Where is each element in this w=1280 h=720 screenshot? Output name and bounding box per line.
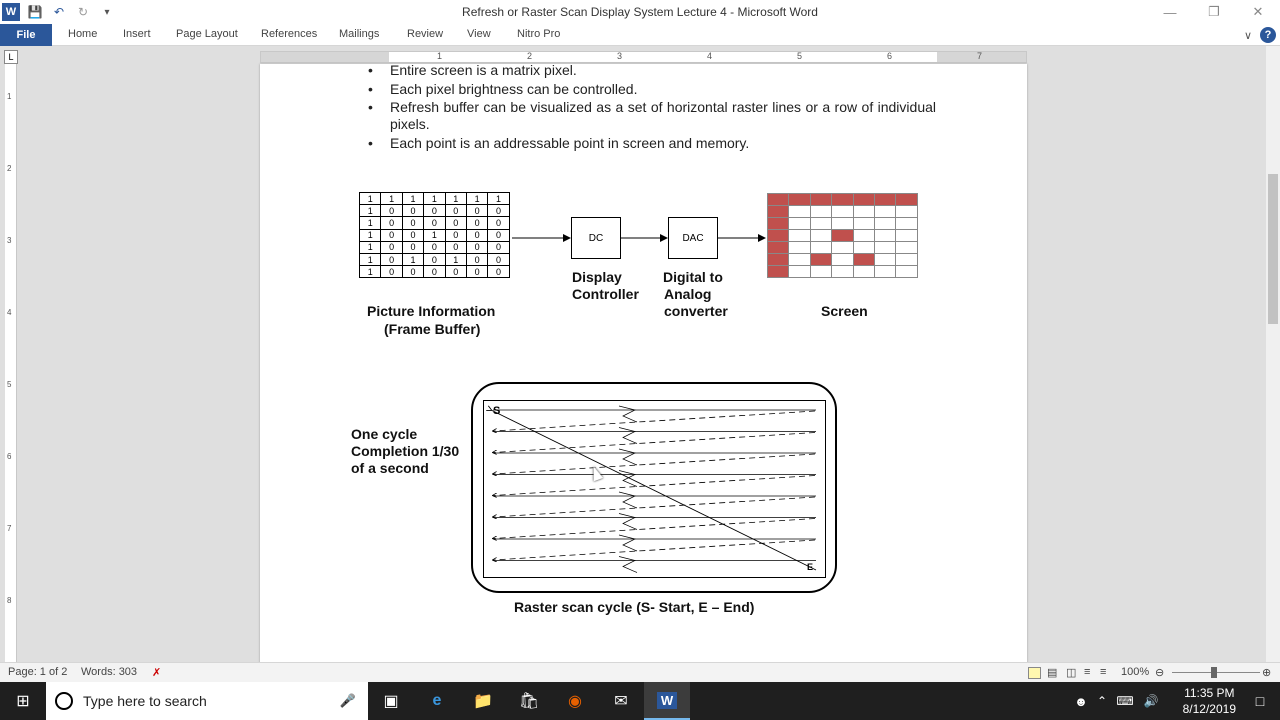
taskbar-search[interactable] xyxy=(46,682,368,720)
screen-pixel xyxy=(832,206,853,218)
redo-icon[interactable]: ↻ xyxy=(77,5,89,19)
frame-buffer-cell: 1 xyxy=(424,193,445,205)
frame-buffer-cell: 1 xyxy=(402,253,423,265)
screen-grid xyxy=(767,193,918,278)
bullet-item: • Entire screen is a matrix pixel. xyxy=(390,62,936,79)
screen-pixel xyxy=(810,218,831,230)
firefox-icon[interactable]: ◉ xyxy=(568,693,582,710)
page-count[interactable]: Page: 1 of 2 xyxy=(8,666,68,678)
tab-insert[interactable]: Insert xyxy=(123,28,151,40)
frame-buffer-row xyxy=(360,217,510,229)
minimize-button[interactable]: — xyxy=(1163,4,1177,20)
screen-pixel xyxy=(853,194,874,206)
search-placeholder: Type here to search xyxy=(83,693,207,709)
frame-buffer-cell: 1 xyxy=(445,253,466,265)
screen-pixel xyxy=(789,230,810,242)
screen-row xyxy=(768,242,918,254)
tab-page-layout[interactable]: Page Layout xyxy=(176,28,238,40)
tab-mailings[interactable]: Mailings xyxy=(339,28,380,40)
ruler-number: 5 xyxy=(797,51,803,61)
label-of-a-second: of a second xyxy=(351,460,429,476)
frame-buffer-cell: 0 xyxy=(424,266,445,278)
screen-pixel xyxy=(853,242,874,254)
file-explorer-icon[interactable]: 📁 xyxy=(473,693,493,710)
print-layout-icon[interactable]: ▤ xyxy=(1047,667,1058,679)
collapse-ribbon-icon[interactable]: ∨ xyxy=(1243,29,1252,42)
screen-pixel xyxy=(768,218,789,230)
zoom-level[interactable]: 100% xyxy=(1121,666,1150,678)
screen-pixel xyxy=(896,230,917,242)
ribbon-right-controls xyxy=(1244,24,1280,46)
ruler-number: 7 xyxy=(977,51,983,61)
tab-review[interactable]: Review xyxy=(407,28,444,40)
frame-buffer-cell: 0 xyxy=(488,205,509,217)
frame-buffer-cell: 0 xyxy=(466,253,487,265)
scan-arrow xyxy=(619,492,637,508)
windows-start-icon[interactable]: ⊞ xyxy=(16,693,30,710)
label-picture-info: Picture Information xyxy=(367,303,496,319)
bullet-item: • Refresh buffer can be visualized as a set of horizontal raster lines or a row of individual pixels. xyxy=(390,99,936,133)
mail-icon[interactable]: ✉ xyxy=(614,693,628,710)
customize-toolbar-icon[interactable]: ▾ xyxy=(104,6,110,18)
ruler-number: 4 xyxy=(707,51,713,61)
zoom-slider-thumb[interactable] xyxy=(1211,667,1217,678)
frame-buffer-grid xyxy=(359,192,510,278)
screen-pixel xyxy=(810,194,831,206)
screen-pixel xyxy=(853,206,874,218)
ruler-number: 2 xyxy=(527,51,533,61)
screen-pixel xyxy=(789,242,810,254)
scan-arrow xyxy=(619,535,637,551)
label-digital-to: Digital to xyxy=(663,269,723,285)
raster-scan-lines xyxy=(483,400,826,578)
tab-references[interactable]: References xyxy=(261,28,318,40)
retrace-line xyxy=(493,540,815,560)
vruler-number: 5 xyxy=(7,380,12,389)
frame-buffer-cell: 1 xyxy=(402,193,423,205)
screen-pixel xyxy=(768,230,789,242)
tab-view[interactable]: View xyxy=(467,28,491,40)
web-layout-icon[interactable]: ◫ xyxy=(1066,667,1077,679)
frame-buffer-cell: 1 xyxy=(360,217,381,229)
edge-browser-icon[interactable]: e xyxy=(432,692,442,709)
frame-buffer-cell: 0 xyxy=(488,266,509,278)
tab-file[interactable]: File xyxy=(0,24,52,46)
screen-row xyxy=(768,218,918,230)
screen-row xyxy=(768,206,918,218)
frame-buffer-cell: 0 xyxy=(445,241,466,253)
ruler-number: 1 xyxy=(437,51,443,61)
screen-pixel xyxy=(853,218,874,230)
frame-buffer-cell: 1 xyxy=(360,193,381,205)
tab-home[interactable]: Home xyxy=(68,28,98,40)
zoom-out-icon[interactable]: ⊖ xyxy=(1155,667,1165,679)
label-one-cycle: One cycle xyxy=(351,426,418,442)
start-label: S xyxy=(493,405,501,417)
vruler-number: 2 xyxy=(7,164,12,173)
frame-buffer-cell: 0 xyxy=(466,241,487,253)
screen-pixel xyxy=(896,254,917,266)
frame-buffer-cell: 0 xyxy=(488,217,509,229)
document-page[interactable] xyxy=(260,64,1027,662)
screen-pixel xyxy=(853,230,874,242)
screen-pixel xyxy=(810,242,831,254)
word-count[interactable]: Words: 303 xyxy=(81,666,138,678)
frame-buffer-cell: 0 xyxy=(466,217,487,229)
label-controller: Controller xyxy=(572,286,639,302)
screen-pixel xyxy=(810,254,831,266)
restore-button[interactable]: ❐ xyxy=(1208,4,1220,19)
word-app-icon[interactable]: W xyxy=(2,3,20,21)
frame-buffer-cell: 1 xyxy=(360,229,381,241)
ruler-number: 3 xyxy=(617,51,623,61)
frame-buffer-cell: 0 xyxy=(445,266,466,278)
label-frame-buffer: (Frame Buffer) xyxy=(384,321,481,337)
frame-buffer-row xyxy=(360,205,510,217)
retrace-line xyxy=(493,519,815,539)
screen-pixel xyxy=(874,194,895,206)
scrollbar-thumb[interactable] xyxy=(1268,174,1278,324)
screen-pixel xyxy=(896,266,917,278)
retrace-line xyxy=(493,476,815,496)
screen-pixel xyxy=(874,218,895,230)
tab-nitro-pro[interactable]: Nitro Pro xyxy=(517,28,561,40)
retrace-line xyxy=(493,497,815,517)
ribbon-tabs xyxy=(0,24,1280,46)
screen-pixel xyxy=(832,218,853,230)
frame-buffer-row xyxy=(360,193,510,205)
read-mode-icon[interactable] xyxy=(1028,667,1041,679)
frame-buffer-cell: 0 xyxy=(381,217,402,229)
frame-buffer-cell: 0 xyxy=(466,205,487,217)
screen-pixel xyxy=(768,242,789,254)
frame-buffer-row xyxy=(360,229,510,241)
frame-buffer-cell: 0 xyxy=(424,217,445,229)
end-label: E xyxy=(807,562,814,572)
screen-pixel xyxy=(832,242,853,254)
zoom-in-icon[interactable]: ⊕ xyxy=(1262,667,1272,679)
clock-date: 8/12/2019 xyxy=(1182,702,1236,716)
frame-buffer-cell: 0 xyxy=(402,266,423,278)
screen-pixel xyxy=(853,266,874,278)
title-bar xyxy=(0,0,1280,24)
dac-box: DAC xyxy=(668,217,718,259)
frame-buffer-cell: 1 xyxy=(466,193,487,205)
screen-pixel xyxy=(789,206,810,218)
label-converter: converter xyxy=(664,303,728,319)
frame-buffer-cell: 0 xyxy=(381,241,402,253)
action-center-icon[interactable]: □ xyxy=(1255,693,1265,709)
save-icon[interactable]: 💾 xyxy=(27,5,43,19)
frame-buffer-cell: 0 xyxy=(424,205,445,217)
frame-buffer-cell: 0 xyxy=(466,229,487,241)
ruler-left-margin xyxy=(261,52,389,62)
scan-arrow xyxy=(619,557,637,573)
frame-buffer-cell: 0 xyxy=(488,241,509,253)
frame-buffer-cell: 1 xyxy=(381,193,402,205)
status-bar xyxy=(0,662,1280,682)
label-completion: Completion 1/30 xyxy=(351,443,460,459)
frame-buffer-cell: 0 xyxy=(402,217,423,229)
task-view-icon[interactable]: ▣ xyxy=(383,693,399,710)
screen-row xyxy=(768,230,918,242)
screen-pixel xyxy=(810,230,831,242)
retrace-line xyxy=(493,454,815,474)
frame-buffer-row xyxy=(360,241,510,253)
raster-caption: Raster scan cycle (S- Start, E – End) xyxy=(514,599,755,615)
screen-pixel xyxy=(832,254,853,266)
frame-buffer-row xyxy=(360,253,510,265)
vruler-number: 3 xyxy=(7,236,12,245)
screen-pixel xyxy=(874,254,895,266)
microphone-icon[interactable]: 🎤 xyxy=(339,693,356,708)
bullet-item: • Each pixel brightness can be controlled. xyxy=(390,81,936,98)
screen-pixel xyxy=(896,206,917,218)
help-icon[interactable]: ? xyxy=(1260,27,1276,43)
vertical-retrace-line xyxy=(491,410,816,570)
screen-pixel xyxy=(832,230,853,242)
screen-pixel xyxy=(810,266,831,278)
volume-icon[interactable]: 🔊 xyxy=(1143,694,1159,708)
screen-pixel xyxy=(768,266,789,278)
screen-pixel xyxy=(874,206,895,218)
screen-pixel xyxy=(768,194,789,206)
frame-buffer-cell: 0 xyxy=(445,217,466,229)
frame-buffer-cell: 0 xyxy=(381,229,402,241)
screen-pixel xyxy=(874,242,895,254)
frame-buffer-cell: 0 xyxy=(424,253,445,265)
frame-buffer-cell: 0 xyxy=(488,229,509,241)
frame-buffer-cell: 0 xyxy=(402,229,423,241)
people-icon[interactable]: ☻ xyxy=(1074,693,1088,709)
undo-icon[interactable]: ↶ xyxy=(53,5,65,19)
retrace-line xyxy=(493,433,815,453)
scan-arrow xyxy=(619,449,637,465)
frame-buffer-cell: 1 xyxy=(424,229,445,241)
vruler-number: 4 xyxy=(7,308,12,317)
frame-buffer-cell: 1 xyxy=(445,193,466,205)
vruler-number: 8 xyxy=(7,596,12,605)
tab-selector-icon[interactable]: L xyxy=(4,50,18,64)
screen-row xyxy=(768,266,918,278)
screen-pixel xyxy=(896,218,917,230)
label-analog: Analog xyxy=(664,286,712,302)
frame-buffer-cell: 0 xyxy=(424,241,445,253)
store-icon[interactable]: 🛍 xyxy=(518,693,540,710)
frame-buffer-cell: 1 xyxy=(488,193,509,205)
system-clock[interactable] xyxy=(1183,685,1236,717)
frame-buffer-cell: 1 xyxy=(360,266,381,278)
frame-buffer-cell: 0 xyxy=(402,241,423,253)
label-display: Display xyxy=(572,269,622,285)
windows-taskbar xyxy=(0,682,1280,720)
frame-buffer-cell: 0 xyxy=(445,229,466,241)
screen-pixel xyxy=(768,206,789,218)
vertical-ruler[interactable] xyxy=(5,64,17,662)
bullet-item: • Each point is an addressable point in screen and memory. xyxy=(390,135,936,152)
frame-buffer-cell: 1 xyxy=(360,241,381,253)
screen-pixel xyxy=(789,194,810,206)
frame-buffer-cell: 0 xyxy=(445,205,466,217)
document-area xyxy=(0,46,1280,662)
screen-pixel xyxy=(768,254,789,266)
screen-pixel xyxy=(789,218,810,230)
draft-icon[interactable]: ≡ xyxy=(1100,666,1107,678)
word-taskbar-icon[interactable]: W xyxy=(644,682,690,720)
outline-icon[interactable]: ≡ xyxy=(1084,666,1091,678)
frame-buffer-cell: 0 xyxy=(466,266,487,278)
dc-box: DC xyxy=(571,217,621,259)
screen-pixel xyxy=(853,254,874,266)
scan-arrow xyxy=(619,406,637,422)
vertical-scrollbar[interactable] xyxy=(1266,46,1280,662)
frame-buffer-cell: 0 xyxy=(402,205,423,217)
screen-pixel xyxy=(874,230,895,242)
scan-arrow xyxy=(619,514,637,530)
scan-arrow xyxy=(619,471,637,487)
screen-pixel xyxy=(874,266,895,278)
screen-pixel xyxy=(896,242,917,254)
frame-buffer-cell: 0 xyxy=(488,253,509,265)
frame-buffer-cell: 0 xyxy=(381,205,402,217)
frame-buffer-cell: 0 xyxy=(381,253,402,265)
vruler-number: 6 xyxy=(7,452,12,461)
clock-time: 11:35 PM xyxy=(1184,686,1235,700)
frame-buffer-cell: 1 xyxy=(360,205,381,217)
screen-pixel xyxy=(832,266,853,278)
screen-row xyxy=(768,194,918,206)
show-hidden-icons[interactable]: ⌃ xyxy=(1096,694,1108,708)
proofing-icon[interactable]: ✗ xyxy=(152,667,162,679)
frame-buffer-row xyxy=(360,266,510,278)
network-icon[interactable]: ⌨ xyxy=(1116,694,1134,708)
frame-buffer-cell: 1 xyxy=(360,253,381,265)
screen-pixel xyxy=(789,254,810,266)
ruler-number: 6 xyxy=(887,51,893,61)
scan-arrow xyxy=(619,428,637,444)
retrace-line xyxy=(493,411,815,431)
screen-row xyxy=(768,254,918,266)
screen-pixel xyxy=(810,206,831,218)
screen-pixel xyxy=(832,194,853,206)
window-title: Refresh or Raster Scan Display System Lecture 4 - Microsoft Word xyxy=(462,5,818,19)
vruler-number: 7 xyxy=(7,524,12,533)
close-button[interactable]: ✕ xyxy=(1252,4,1264,19)
frame-buffer-cell: 0 xyxy=(381,266,402,278)
screen-pixel xyxy=(896,194,917,206)
label-screen: Screen xyxy=(821,303,868,319)
vruler-number: 1 xyxy=(7,92,12,101)
screen-pixel xyxy=(789,266,810,278)
cortana-icon xyxy=(55,692,73,710)
